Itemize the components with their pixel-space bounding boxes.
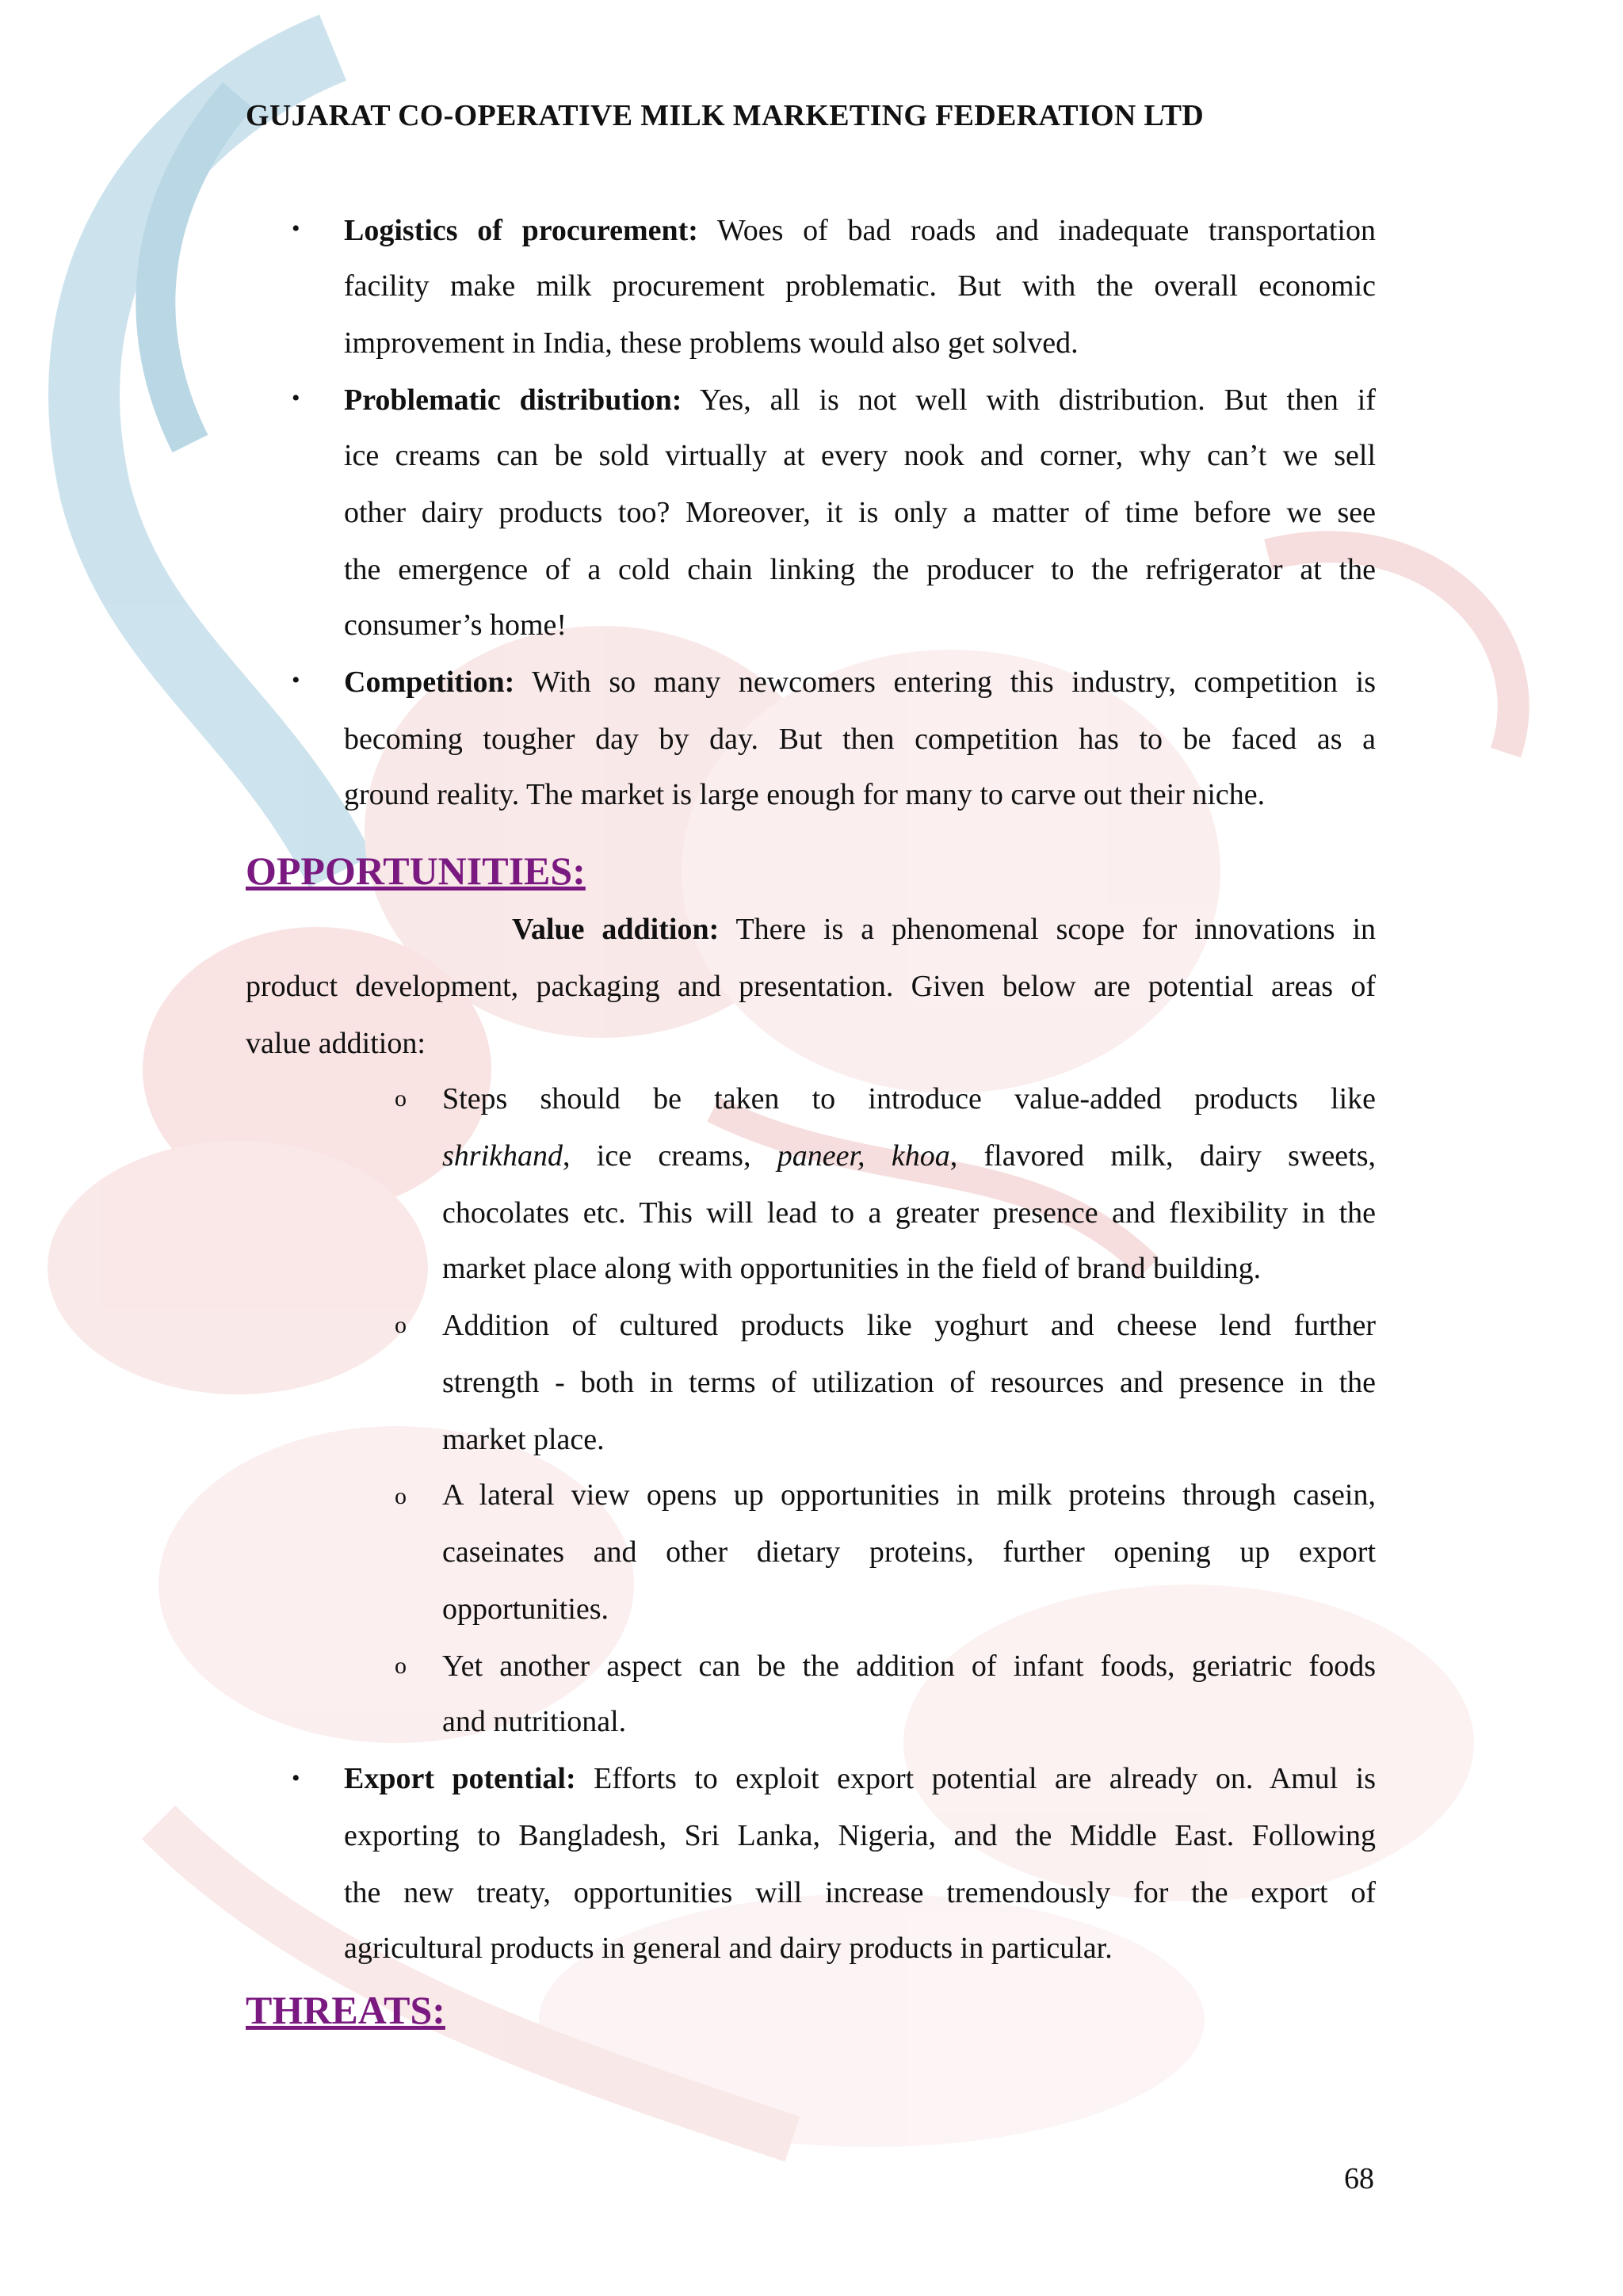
bullet-icon: • xyxy=(292,215,300,242)
list-item-line: facility make milk procurement problematic. But with the overall economic xyxy=(344,269,1376,303)
paragraph-term: Value addition: xyxy=(512,913,720,946)
sub-list-item-line: A lateral view opens up opportunities in milk proteins through casein, xyxy=(442,1478,1376,1512)
sub-list-item-line: caseinates and other dietary proteins, further opening up export xyxy=(442,1535,1376,1569)
sub-list-item-line: market place along with opportunities in the field of brand building. xyxy=(442,1252,1262,1285)
list-item-term: Export potential: xyxy=(344,1762,576,1795)
list-item-line: Export potential: Efforts to exploit export potential are already on. Amul is xyxy=(344,1762,1376,1795)
list-item-line: ground reality. The market is large enough for many to carve out their niche. xyxy=(344,778,1266,811)
list-item-line: exporting to Bangladesh, Sri Lanka, Nigeria, and the Middle East. Following xyxy=(344,1819,1376,1852)
list-item-term: Competition: xyxy=(344,666,515,699)
sub-list-item-line: strength - both in terms of utilization of resources and presence in the xyxy=(442,1366,1376,1399)
sub-list-item-line: opportunities. xyxy=(442,1592,609,1626)
sub-bullet-icon: o xyxy=(395,1085,407,1112)
page-number: 68 xyxy=(1344,2162,1374,2195)
sub-bullet-icon: o xyxy=(395,1312,407,1338)
page-header: GUJARAT CO-OPERATIVE MILK MARKETING FEDERATION LTD xyxy=(246,99,1204,132)
bullet-icon: • xyxy=(292,667,300,693)
list-item-line: agricultural products in general and dairy products in particular. xyxy=(344,1932,1113,1965)
list-item-line: consumer’s home! xyxy=(344,608,567,642)
sub-list-item-line: market place. xyxy=(442,1423,605,1456)
section-heading-opportunities: OPPORTUNITIES: xyxy=(246,849,586,893)
list-item-line: Competition: With so many newcomers entering this industry, competition is xyxy=(344,666,1376,699)
sub-list-item-line: Yet another aspect can be the addition of infant foods, geriatric foods xyxy=(442,1650,1376,1683)
sub-list-item-line: Steps should be taken to introduce value-added products like xyxy=(442,1082,1376,1116)
list-item-line: ice creams can be sold virtually at every nook and corner, why can’t we sell xyxy=(344,439,1376,472)
sub-list-item-line: chocolates etc. This will lead to a greater presence and flexibility in the xyxy=(442,1196,1376,1230)
sub-bullet-icon: o xyxy=(395,1653,407,1679)
list-item-line: the new treaty, opportunities will increase tremendously for the export of xyxy=(344,1876,1376,1909)
list-item-term: Problematic distribution: xyxy=(344,383,682,417)
list-item-line: becoming tougher day by day. But then competition has to be faced as a xyxy=(344,723,1376,756)
list-item-line: other dairy products too? Moreover, it is only a matter of time before we see xyxy=(344,496,1376,529)
list-item-line: improvement in India, these problems would also get solved. xyxy=(344,326,1079,360)
sub-list-item-line: and nutritional. xyxy=(442,1705,627,1738)
bullet-icon: • xyxy=(292,1765,300,1791)
bullet-icon: • xyxy=(292,385,300,411)
list-item-line: Problematic distribution: Yes, all is not well with distribution. But then if xyxy=(344,383,1376,417)
paragraph-line: value addition: xyxy=(246,1027,426,1060)
sub-list-item-line: shrikhand, ice creams, paneer, khoa, flavored milk, dairy sweets, xyxy=(442,1139,1376,1173)
paragraph-line: Value addition: There is a phenomenal scope for innovations in xyxy=(512,913,1376,946)
list-item-line: the emergence of a cold chain linking the producer to the refrigerator at the xyxy=(344,553,1376,586)
section-heading-threats: THREATS: xyxy=(246,1988,445,2032)
sub-list-item-line: Addition of cultured products like yoghurt and cheese lend further xyxy=(442,1309,1376,1342)
list-item-line: Logistics of procurement: Woes of bad roads and inadequate transportation xyxy=(344,214,1376,247)
list-item-term: Logistics of procurement: xyxy=(344,214,698,247)
paragraph-line: product development, packaging and presentation. Given below are potential areas of xyxy=(246,970,1376,1003)
sub-bullet-icon: o xyxy=(395,1483,407,1509)
